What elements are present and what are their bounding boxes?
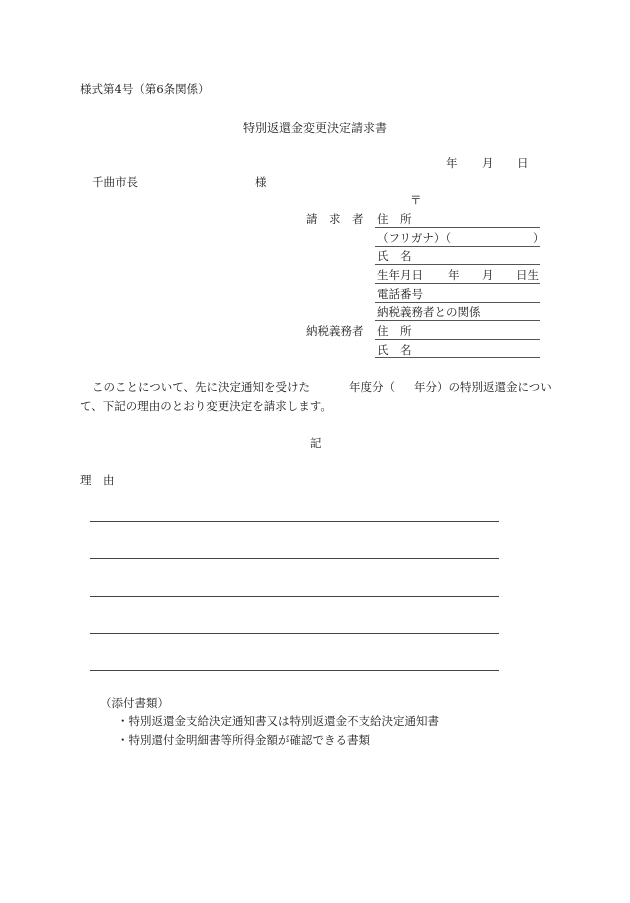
reason-label: 理 由 [80, 473, 115, 487]
reason-line-3 [90, 596, 499, 597]
form-number: 様式第4号（第6条関係） [80, 82, 210, 96]
postal-mark: 〒 [410, 193, 422, 207]
date-year-label: 年 [446, 156, 458, 170]
taxpayer-address-label: 住 所 [377, 324, 412, 338]
reason-line-4 [90, 633, 499, 634]
attachments-heading: （添付書類） [100, 696, 169, 710]
reason-line-5 [90, 670, 499, 671]
birth-month-label: 月 [482, 268, 494, 282]
requester-name-line [375, 264, 540, 265]
requester-birth-label: 生年月日 [377, 268, 423, 282]
requester-furigana-close: ） [533, 231, 545, 245]
reason-line-1 [90, 521, 499, 522]
body-line1-part3: 年分）の特別返還金につい [414, 380, 552, 394]
requester-furigana-label: （フリガナ）（ [377, 231, 452, 245]
document-title: 特別返還金変更決定請求書 [243, 121, 388, 135]
requester-relation-label: 納税義務者との関係 [377, 305, 481, 319]
requester-address-line [375, 227, 540, 228]
date-month-label: 月 [482, 156, 494, 170]
birth-year-label: 年 [448, 268, 460, 282]
taxpayer-name-line [375, 357, 540, 358]
requester-label: 請 求 者 [306, 212, 364, 226]
taxpayer-name-label: 氏 名 [377, 343, 412, 357]
body-line2: て、下記の理由のとおり変更決定を請求します。 [80, 399, 332, 413]
attachment-item-2: ・特別還付金明細書等所得金額が確認できる書類 [117, 733, 370, 747]
reason-line-2 [90, 558, 499, 559]
requester-phone-label: 電話番号 [377, 287, 423, 301]
attachment-item-1: ・特別返還金支給決定通知書又は特別返還金不支給決定通知書 [117, 714, 439, 728]
birth-day-label: 日生 [516, 268, 539, 282]
requester-phone-line [375, 302, 540, 303]
ki-heading: 記 [310, 436, 322, 450]
body-line1-part1: このことについて、先に決定通知を受けた [92, 380, 311, 394]
requester-furigana-line [375, 246, 540, 247]
requester-birth-line [375, 283, 540, 284]
date-day-label: 日 [517, 156, 529, 170]
requester-relation-line [375, 320, 540, 321]
addressee-name: 千曲市長 [92, 175, 138, 189]
requester-address-label: 住 所 [377, 212, 412, 226]
taxpayer-label: 納税義務者 [306, 324, 364, 338]
body-line1-part2: 年度分（ [349, 380, 395, 394]
requester-name-label: 氏 名 [377, 249, 412, 263]
addressee-honorific: 様 [255, 175, 267, 189]
taxpayer-address-line [375, 339, 540, 340]
